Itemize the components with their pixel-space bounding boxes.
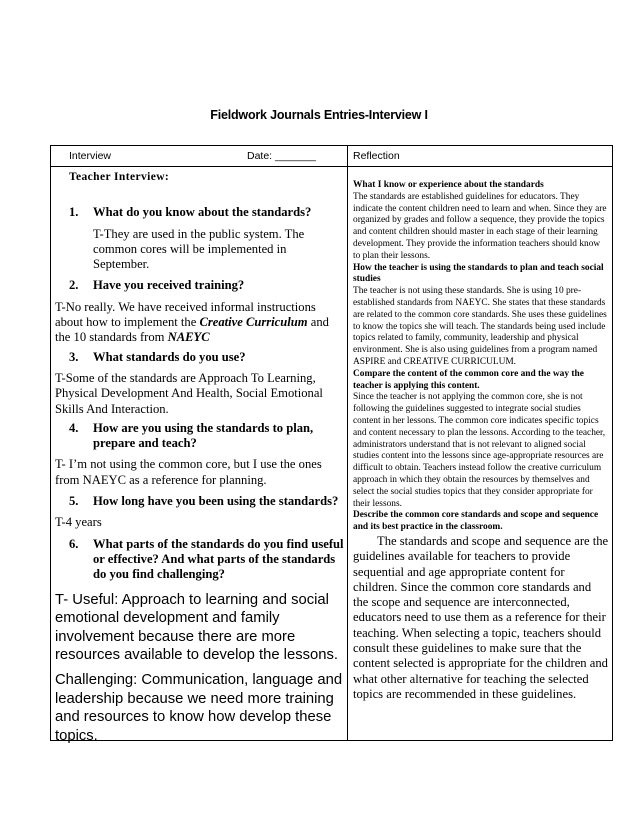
answer-text: and the 10 standards from [55,315,329,345]
question-text: Have you received training? [93,278,245,293]
question-number: 3. [69,349,79,364]
question-number: 6. [69,536,79,551]
reflection-heading-4: Describe the common core standards and scope and sequence and its best practice in the classroom. [353,510,599,533]
creative-curriculum-emphasis: Creative Curriculum [199,315,308,330]
reflection-heading-2: How the teacher is using the standards to plan and teach social studies [353,262,604,285]
reflection-paragraph-3: Since the teacher is not applying the common core, she is not following the guidelines suggested to integrate social studies content in her lessons. The common core indicates specific topics and content necessary to plan the lessons. According to the teacher, administrators understand that is not relevant to aligned social studies content into the lessons since age-appropriate resources are difficult to obtain. Teachers instead follow the creative curriculum approach in which they obtain the resources by themselves and select the social studies topics that they consider appropriate for their lessons. [353,392,606,509]
question-1 [69,205,345,220]
interview-header: Interview [69,150,112,162]
answer-text: T-No really. We have received informal instructions about how to implement the [55,299,316,330]
teacher-interview-label: Teacher Interview: [69,171,170,183]
question-text: How long have you been using the standards? [93,494,339,509]
reflection-heading-1: What I know or experience about the standards [353,180,544,190]
naeyc-emphasis: NAEYC [167,330,210,345]
answer-5: T-4 years [55,515,102,530]
reflection-paragraph-2: The teacher is not using these standards. She is using 10 pre-established standards from NAEYC. She states that these standards are related to the common core standards. She uses these guidelines to know the topics she will teach. The standards being used include topics related to family, community, leadership and physical environment. She is also using guidelines from a program named ASPIRE and CREATIVE CURRICULUM. [353,286,607,367]
question-text: What do you know about the standards? [93,205,312,220]
question-number: 1. [69,205,79,220]
reflection-column [353,180,609,702]
reflection-text: The standards and scope and sequence are the guidelines available for teachers to provide sequential and age appropriate content for children. Since the common core standards and the scope and sequence are interconnected, educators need to use them as a reference for their teaching. When selecting a topic, teachers should consult these guidelines to make sure that the content selected is appropriate for the children and what other alternative for teaching the selected topics are recommended in these guidelines. [353,533,609,701]
reflection-header: Reflection [353,150,400,162]
question-5 [69,494,345,509]
question-text: What standards do you use? [93,349,246,364]
answer-6-challenging: Challenging: Communication, language and leadership because we need more training and resources to know how develop these topics. [55,671,343,744]
question-text: What parts of the standards do you find useful or effective? And what parts of the standards do you find challenging? [93,536,344,582]
reflection-paragraph-1: The standards are established guidelines for educators. They indicate the content children need to learn and when. Since they are organized by grades and follow a sequence, they provide the topics and content children should master in each stage of their learning development. They provide the information teachers should know to plan their lessons. [353,191,607,261]
answer-3: T-Some of the standards are Approach To Learning, Physical Development And Health, Social Emotional Skills And Interaction. [55,370,323,416]
answer-6-useful: T- Useful: Approach to learning and social emotional development and family involvement because there are more resources available to develop the lessons. [55,591,338,664]
question-3 [69,350,345,365]
header-divider [51,166,612,167]
reflection-paragraph-4 [353,534,609,702]
question-text: How are you using the standards to plan, prepare and teach? [93,420,314,451]
question-6 [69,537,345,583]
question-number: 5. [69,494,79,509]
reflection-heading-3: Compare the content of the common core and the way the teacher is applying this content. [353,368,584,391]
column-divider [347,146,348,740]
journal-table [50,145,613,744]
page-title: Fieldwork Journals Entries-Interview I [210,108,428,122]
date-header: Date: _______ [247,150,316,162]
answer-1: T-They are used in the public system. The common cores will be implemented in September. [93,226,305,272]
question-4 [69,421,345,452]
interview-column [55,170,345,745]
question-2 [69,278,345,293]
question-number: 4. [69,420,79,435]
question-number: 2. [69,278,79,293]
answer-4: T- I’m not using the common core, but I use the ones from NAEYC as a reference for planning. [55,457,322,487]
answer-2 [55,300,345,346]
